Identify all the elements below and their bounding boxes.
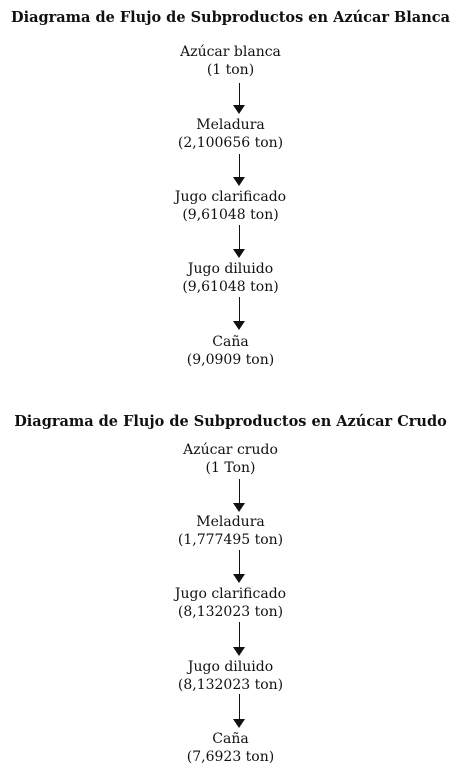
flow-node-jugo-diluido bbox=[0, 658, 461, 694]
node-name: Azúcar crudo bbox=[183, 442, 278, 458]
flow-arrow bbox=[233, 225, 245, 258]
flow-node-jugo-diluido bbox=[0, 260, 461, 296]
node-quantity: (8,132023 ton) bbox=[177, 604, 284, 620]
node-name: Caña bbox=[212, 334, 249, 350]
node-quantity: (1 Ton) bbox=[205, 460, 256, 476]
node-name: Jugo diluido bbox=[187, 659, 274, 675]
flow-arrow bbox=[233, 479, 245, 512]
flow-arrow bbox=[233, 694, 245, 728]
node-name: Jugo clarificado bbox=[174, 586, 287, 602]
flow-node-cana bbox=[0, 333, 461, 369]
node-name: Jugo clarificado bbox=[174, 189, 287, 205]
node-quantity: (9,0909 ton) bbox=[186, 352, 275, 368]
flow-arrow bbox=[233, 622, 245, 656]
flow-node-meladura bbox=[0, 513, 461, 549]
flow-arrow bbox=[233, 83, 245, 114]
flow-arrow bbox=[233, 154, 245, 186]
node-quantity: (1 ton) bbox=[206, 62, 255, 78]
flow-node-azucar-crudo bbox=[0, 441, 461, 477]
flow-arrow bbox=[233, 550, 245, 583]
flow-node-cana bbox=[0, 730, 461, 766]
diagram-title-blanca: Diagrama de Flujo de Subproductos en Azúcar Blanca bbox=[11, 9, 450, 26]
node-quantity: (8,132023 ton) bbox=[177, 677, 284, 693]
flow-node-azucar-blanca bbox=[0, 43, 461, 79]
node-quantity: (9,61048 ton) bbox=[182, 279, 279, 295]
node-quantity: (2,100656 ton) bbox=[177, 135, 284, 151]
node-name: Caña bbox=[212, 731, 249, 747]
flow-node-jugo-clarificado bbox=[0, 585, 461, 621]
node-name: Jugo diluido bbox=[187, 261, 274, 277]
node-quantity: (7,6923 ton) bbox=[186, 749, 275, 765]
node-quantity: (9,61048 ton) bbox=[182, 207, 279, 223]
flow-node-meladura bbox=[0, 116, 461, 152]
flow-node-jugo-clarificado bbox=[0, 188, 461, 224]
node-quantity: (1,777495 ton) bbox=[177, 532, 284, 548]
flow-arrow bbox=[233, 297, 245, 330]
diagram-title-crudo: Diagrama de Flujo de Subproductos en Azúcar Crudo bbox=[14, 413, 447, 430]
node-name: Meladura bbox=[196, 514, 265, 530]
node-name: Azúcar blanca bbox=[180, 44, 281, 60]
node-name: Meladura bbox=[196, 117, 265, 133]
